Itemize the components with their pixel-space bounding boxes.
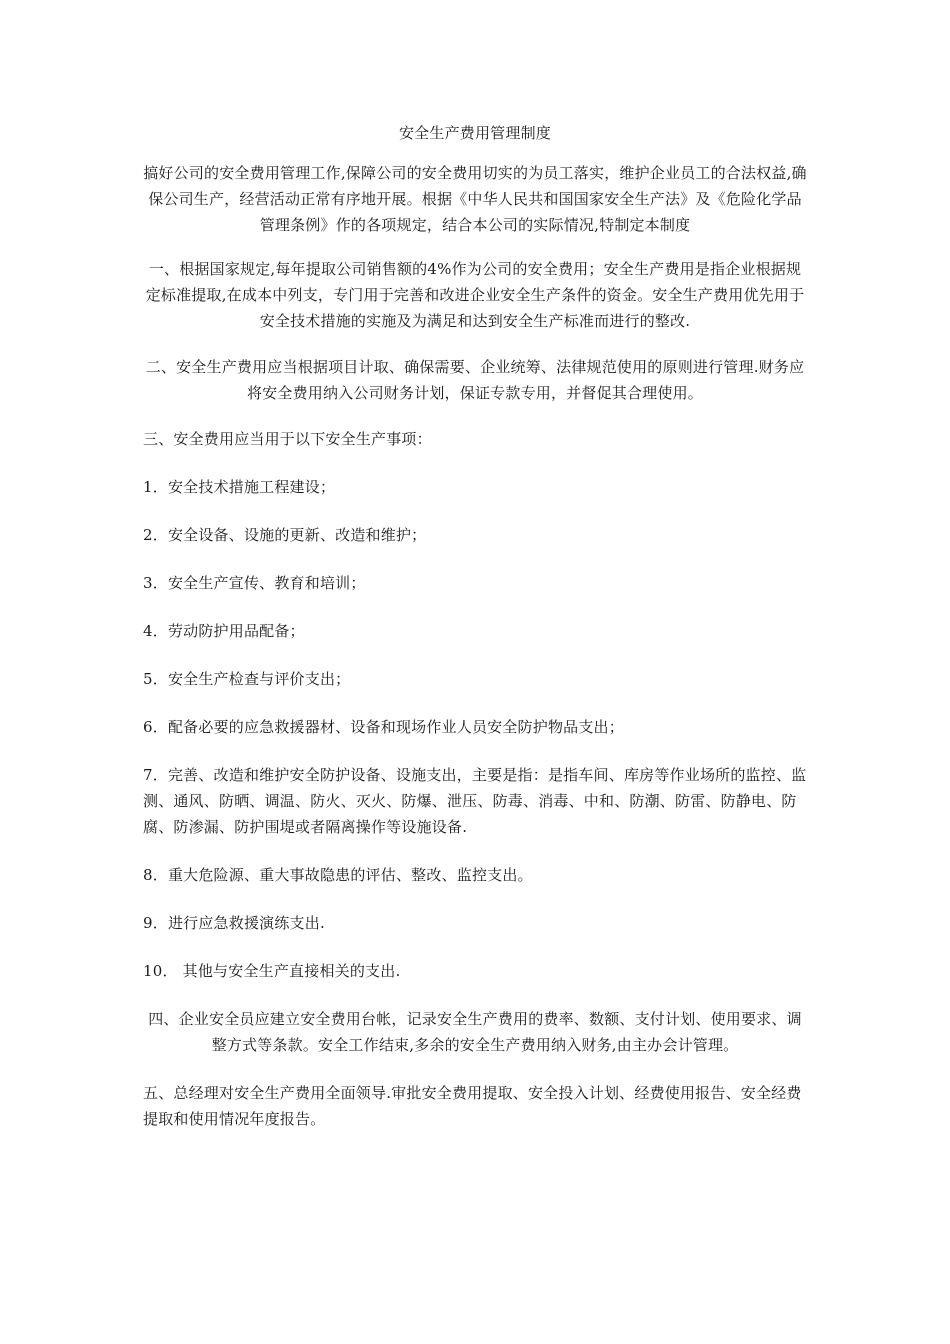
list-item: 8．重大危险源、重大事故隐患的评估、整改、监控支出。 xyxy=(143,866,533,884)
section-1: 一、根据国家规定,每年提取公司销售额的4%作为公司的安全费用；安全生产费用是指企业根据规定标准提取,在成本中列支，专门用于完善和改进企业安全生产条件的资金。安全生产费用优先用于安全技术措施的实施及为满足和达到安全生产标准而进行的整改. xyxy=(145,260,805,330)
list-item: 4．劳动防护用品配备； xyxy=(143,622,305,640)
section-3-heading: 三、安全费用应当用于以下安全生产事项： xyxy=(143,430,432,448)
list-item: 10． 其他与安全生产直接相关的支出. xyxy=(143,962,401,980)
list-item: 5．安全生产检查与评价支出； xyxy=(143,670,351,688)
list-item: 9．进行应急救援演练支出. xyxy=(143,914,325,932)
section-2: 二、安全生产费用应当根据项目计取、确保需要、企业统筹、法律规范使用的原则进行管理.财务应将安全费用纳入公司财务计划，保证专款专用，并督促其合理使用。 xyxy=(145,358,805,402)
section-5: 五、总经理对安全生产费用全面领导.审批安全费用提取、安全投入计划、经费使用报告、安全经费提取和使用情况年度报告。 xyxy=(143,1084,802,1128)
list-item: 3．安全生产宣传、教育和培训； xyxy=(143,574,366,592)
list-item: 7．完善、改造和维护安全防护设备、设施支出，主要是指：是指车间、库房等作业场所的监控、监测、通风、防晒、调温、防火、灭火、防爆、泄压、防毒、消毒、中和、防潮、防雷、防静电、防腐、防渗漏、防护围堤或者隔离操作等设施设备. xyxy=(143,766,807,836)
document-page xyxy=(143,120,807,1132)
list-item: 1．安全技术措施工程建设； xyxy=(143,478,336,496)
list-item: 6．配备必要的应急救援器材、设备和现场作业人员安全防护物品支出； xyxy=(143,718,624,736)
document-title: 安全生产费用管理制度 xyxy=(398,124,551,142)
section-4: 四、企业安全员应建立安全费用台帐，记录安全生产费用的费率、数额、支付计划、使用要求、调整方式等条款。安全工作结束,多余的安全生产费用纳入财务,由主办会计管理。 xyxy=(148,1010,802,1054)
intro-paragraph: 搞好公司的安全费用管理工作,保障公司的安全费用切实的为员工落实，维护企业员工的合法权益,确保公司生产，经营活动正常有序地开展。根据《中华人民共和国国家安全生产法》及《危险化学品管理条例》作的各项规定，结合本公司的实际情况,特制定本制度 xyxy=(143,164,807,234)
list-item: 2．安全设备、设施的更新、改造和维护； xyxy=(143,526,427,544)
